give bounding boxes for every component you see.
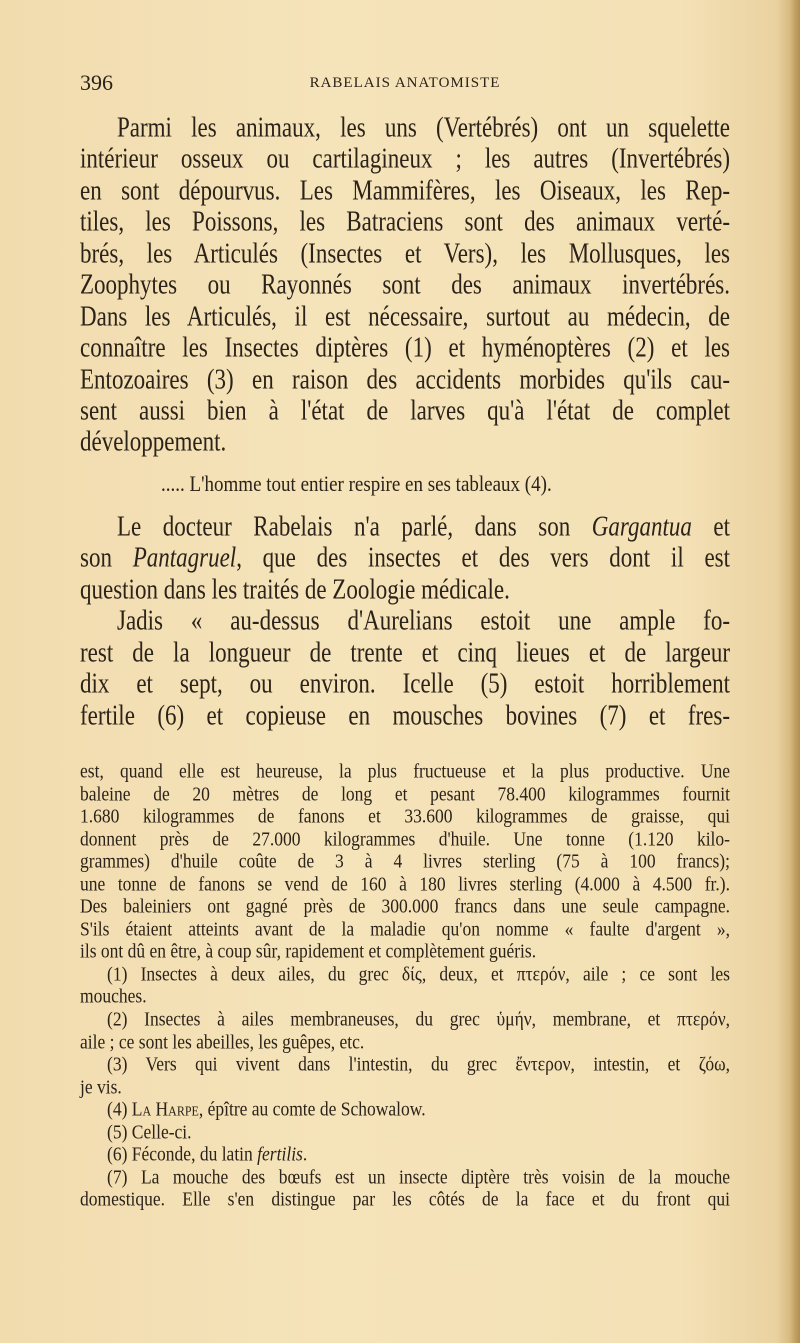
text-line: rest de la longueur de trente et cinq lieues et de largeur [80, 636, 730, 668]
footnote-line: est, quand elle est heureuse, la plus fructueuse et la plus productive. Une [80, 759, 730, 783]
text-segment: Le docteur Rabelais n'a parlé, dans son [117, 511, 592, 542]
text-line: question dans les traités de Zoologie médicale. [80, 574, 510, 605]
footnote-line: 1.680 kilogrammes de fanons et 33.600 kilogrammes de graisse, qui [80, 804, 730, 828]
footnote-line: je vis. [80, 1075, 122, 1098]
footnote-number: (4) [107, 1097, 132, 1121]
text-line: connaître les Insectes diptères (1) et hyménoptères (2) et les [80, 332, 730, 363]
page-number: 396 [80, 70, 113, 95]
book-title-pantagruel: Pantagruel [132, 542, 237, 574]
text-segment: (6) Féconde, du latin [107, 1143, 258, 1166]
paragraph-1 [80, 112, 730, 458]
running-title: RABELAIS ANATOMISTE [309, 75, 501, 91]
text-line: développement. [80, 426, 227, 458]
paragraph-2 [80, 511, 730, 731]
footnote-2: (2) Insectes à ailes membraneuses, du grec ὑμήν, membrane, et πτερόν, [107, 1007, 730, 1031]
footnote-line: Des baleiniers ont gagné près de 300.000 francs dans une seule campagne. [80, 895, 730, 918]
text-line: en sont dépourvus. Les Mammifères, les Oiseaux, les Rep- [80, 175, 730, 206]
text-line: tiles, les Poissons, les Batraciens sont des animaux verté- [80, 206, 730, 238]
footnotes [80, 760, 730, 1211]
footnote-1: (1) Insectes à deux ailes, du grec δίς, deux, et πτερόν, aile ; ce sont les [107, 962, 730, 986]
text-line: fertile (6) et copieuse en mousches bovines (7) et fres- [80, 699, 730, 731]
text-line: Jadis « au-dessus d'Aurelians estoit une ample fo- [117, 605, 730, 637]
author-name: La Harpe [131, 1097, 199, 1121]
text-segment: , que des insectes et des vers dont il est [236, 542, 730, 574]
footnote-3: (3) Vers qui vivent dans l'intestin, du grec ἔντερον, intestin, et ζόω, [107, 1052, 730, 1076]
text-line: brés, les Articulés (Insectes et Vers), les Mollusques, les [80, 237, 730, 269]
footnote-line: ils ont dû en être, à coup sûr, rapidement et complètement guéris. [80, 940, 537, 963]
footnote-4 [80, 1097, 730, 1122]
page-edge-shadow [790, 0, 800, 1343]
verse-quote: ..... L'homme tout entier respire en ses tableaux (4). [161, 472, 552, 497]
footnote-line: S'ils étaient atteints avant de la maladie qu'on nomme « faulte d'argent », [80, 917, 730, 940]
footnote-7: (7) La mouche des bœufs est un insecte diptère très voisin de la mouche [107, 1165, 730, 1189]
text-line: Zoophytes ou Rayonnés sont des animaux invertébrés. [80, 269, 730, 300]
footnote-line: domestique. Elle s'en distingue par les côtés de la face et du front qui [80, 1188, 730, 1211]
text-segment: et [691, 511, 730, 542]
book-title-gargantua: Gargantua [591, 511, 692, 542]
text-line: Dans les Articulés, il est nécessaire, surtout au médecin, de [80, 300, 730, 332]
text-line: dix et sept, ou environ. Icelle (5) estoit horriblement [80, 668, 730, 699]
footnote-line: donnent près de 27.000 kilogrammes d'huile. Une tonne (1.120 kilo- [80, 827, 730, 850]
text-line: sent aussi bien à l'état de larves qu'à l'état de complet [80, 395, 730, 426]
text-segment: . [302, 1143, 308, 1166]
text-segment: , épître au comte de Schowalow. [198, 1097, 426, 1121]
text-line: Parmi les animaux, les uns (Vertébrés) ont un squelette [117, 112, 730, 143]
latin-word: fertilis [257, 1143, 303, 1166]
footnote-line: aile ; ce sont les abeilles, les guêpes, etc. [80, 1030, 365, 1053]
footnote-5: (5) Celle-ci. [107, 1120, 192, 1143]
text-line: intérieur osseux ou cartilagineux ; les autres (Invertébrés) [80, 143, 730, 175]
footnote-line: une tonne de fanons se vend de 160 à 180 livres sterling (4.000 à 4.500 fr.). [80, 872, 730, 895]
text-segment: son [80, 542, 133, 574]
footnote-6 [80, 1142, 730, 1167]
footnote-line: mouches. [80, 985, 147, 1008]
footnote-line: baleine de 20 mètres de long et pesant 78.400 kilogrammes fournit [80, 782, 730, 805]
page-header [80, 70, 730, 98]
text-line: Entozoaires (3) en raison des accidents morbides qu'ils cau- [80, 363, 730, 395]
footnote-line: grammes) d'huile coûte de 3 à 4 livres sterling (75 à 100 francs); [80, 849, 730, 873]
